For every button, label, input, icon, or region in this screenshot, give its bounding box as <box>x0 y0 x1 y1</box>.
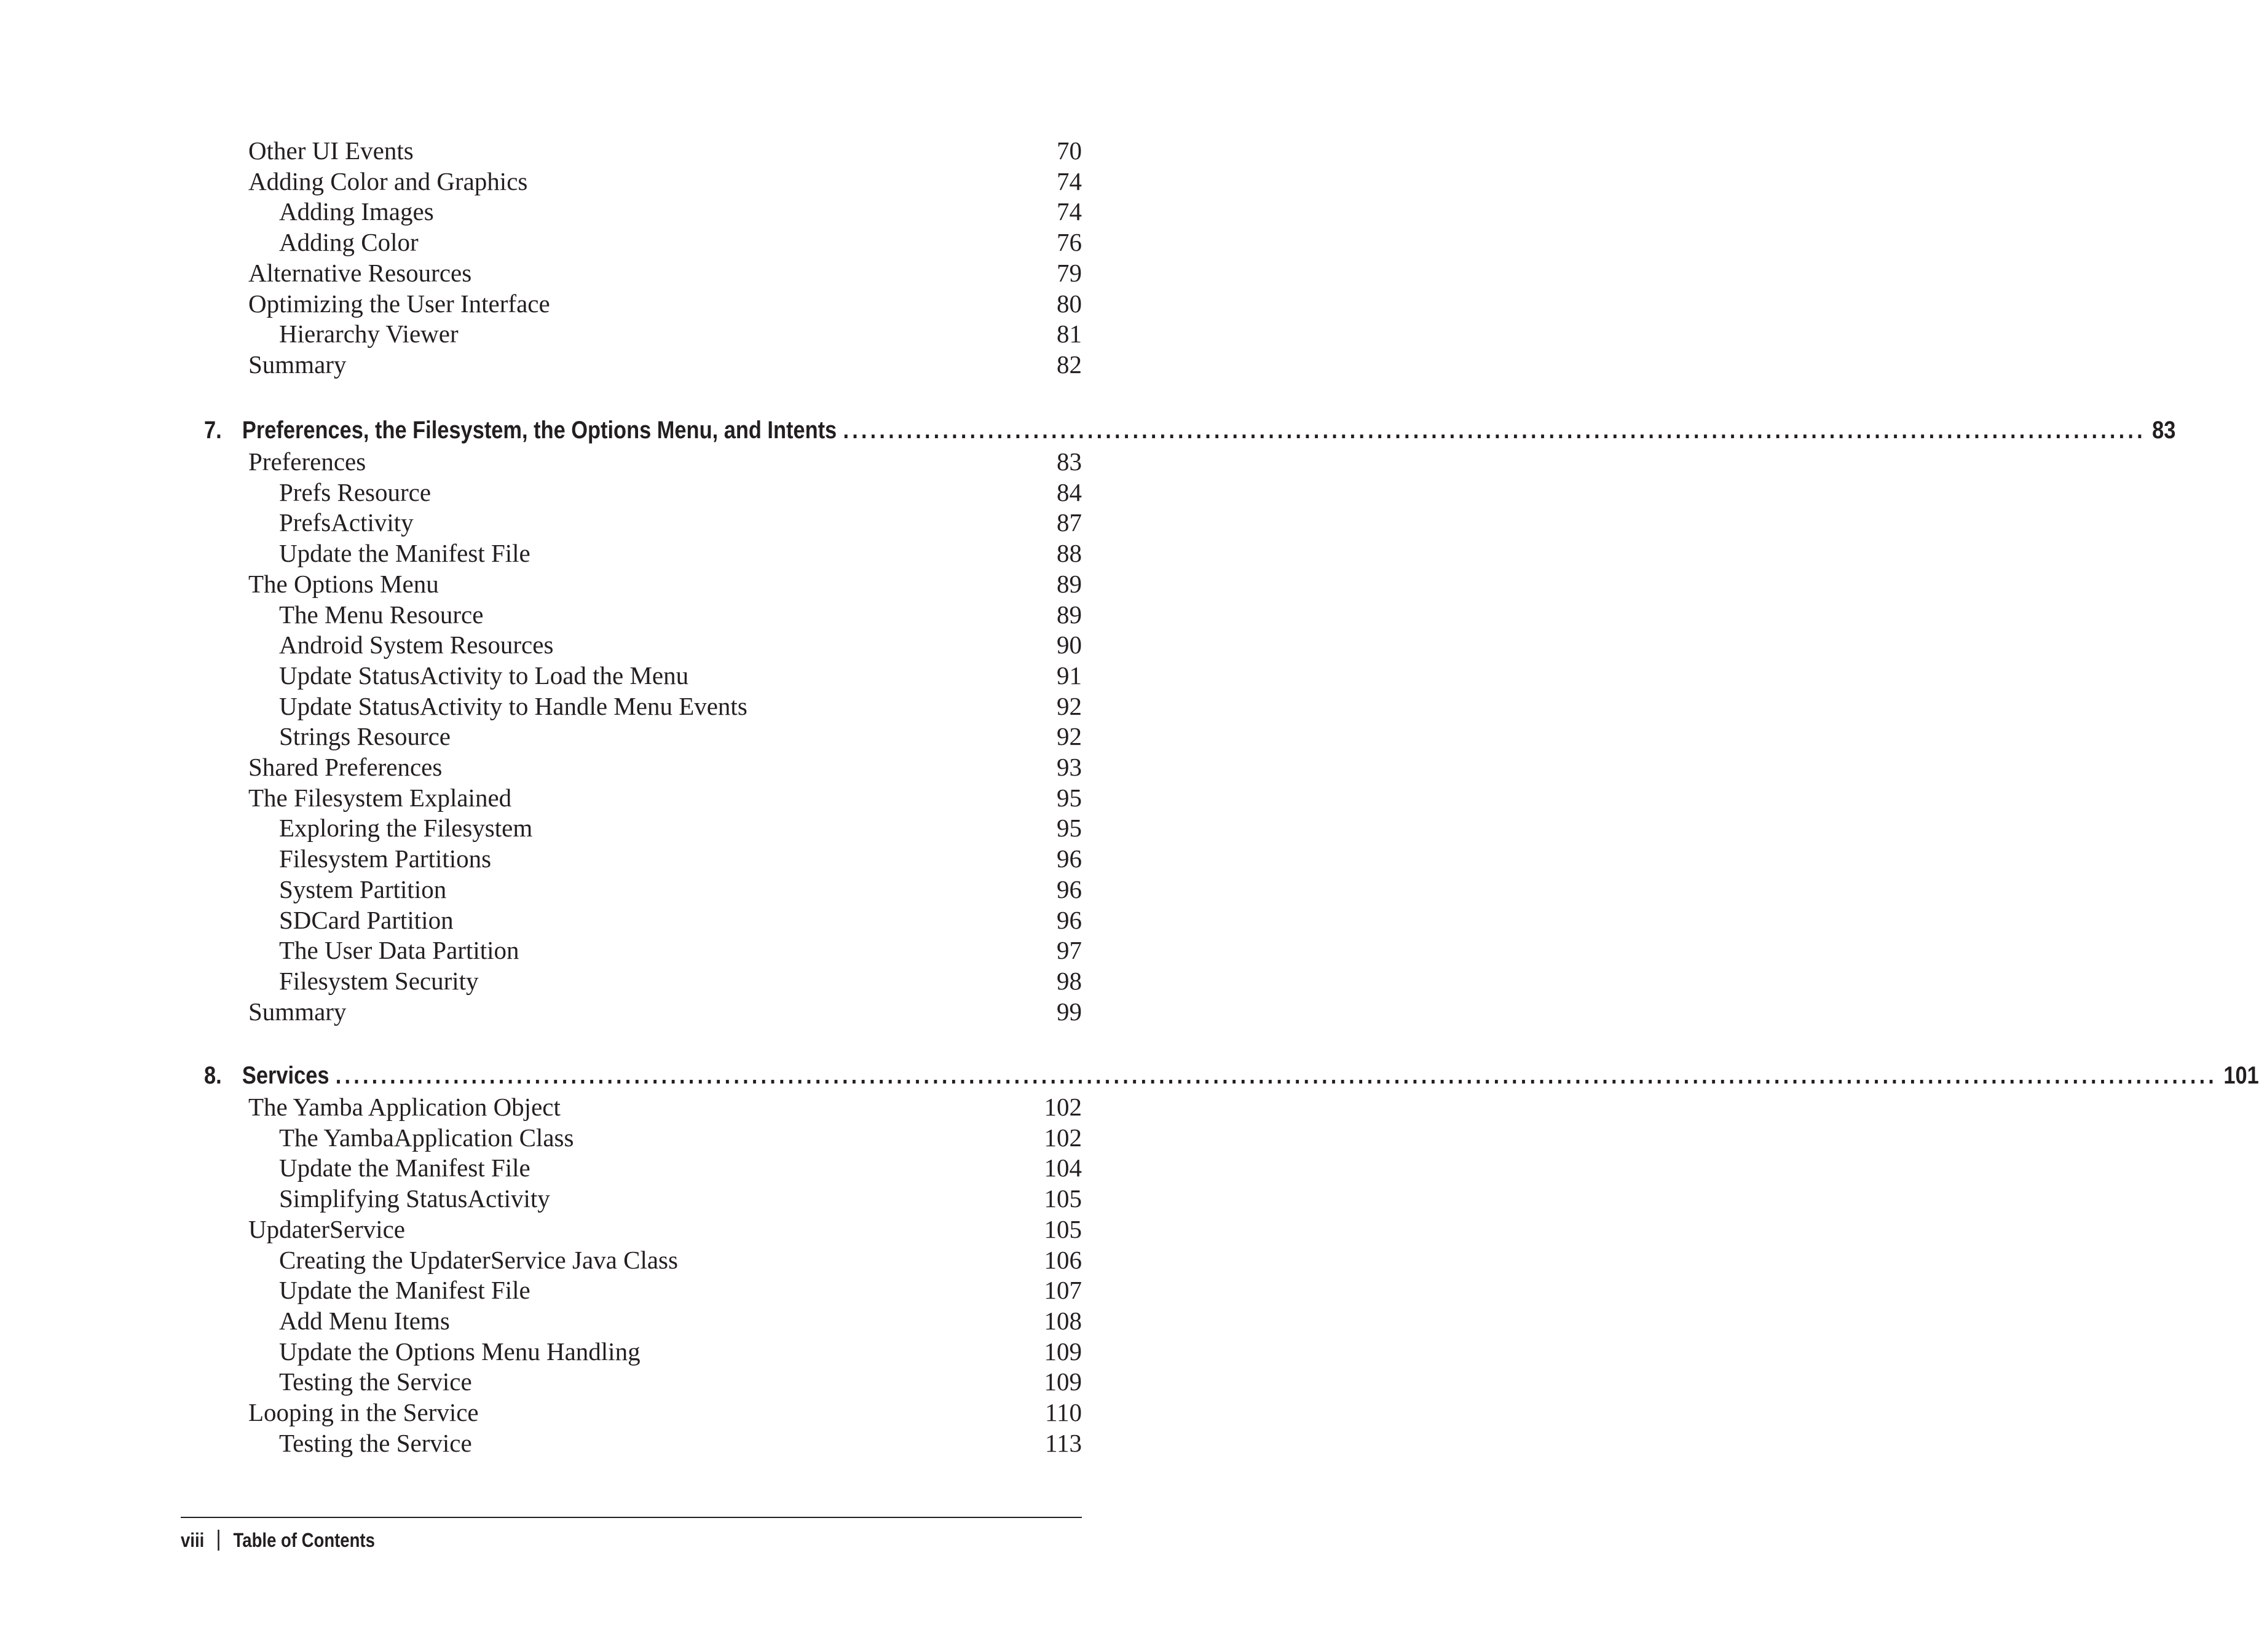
running-footer-title: Table of Contents <box>233 1529 375 1551</box>
toc-entry[interactable] <box>248 812 1082 843</box>
toc-entry[interactable] <box>248 166 1082 197</box>
toc-entry-title: Update the Manifest File <box>279 539 530 567</box>
toc-entry-title: Adding Color and Graphics <box>248 167 528 195</box>
toc-entry-title: Testing the Service <box>279 1429 472 1457</box>
toc-entry-title: Other UI Events <box>248 136 414 165</box>
toc-entry-page-number: 110 <box>1045 1398 1082 1426</box>
toc-entry-page-number: 96 <box>1057 906 1082 934</box>
toc-entry-page-number: 92 <box>1057 722 1082 750</box>
toc-entry-title: Update the Options Menu Handling <box>279 1337 641 1366</box>
toc-entry-title: Summary <box>248 350 347 379</box>
chapter-title: Services <box>242 1062 329 1089</box>
page-footer <box>181 1527 375 1554</box>
chapter-page-number: 83 <box>2152 417 2176 444</box>
toc-entry[interactable] <box>248 1152 1082 1183</box>
toc-entry-page-number: 108 <box>1044 1307 1082 1335</box>
toc-entry-page-number: 84 <box>1057 478 1082 506</box>
toc-entry-page-number: 113 <box>1045 1429 1082 1457</box>
toc-entry-title: Filesystem Security <box>279 967 479 995</box>
toc-entry-page-number: 91 <box>1057 661 1082 690</box>
toc-entry-page-number: 82 <box>1057 350 1082 379</box>
toc-entry[interactable] <box>248 1122 1082 1153</box>
toc-entry[interactable] <box>248 135 1082 166</box>
chapter-number: 7. <box>204 417 222 444</box>
toc-entry-title: Shared Preferences <box>248 753 443 781</box>
toc-entry-page-number: 79 <box>1057 259 1082 287</box>
toc-entry-title: Add Menu Items <box>279 1307 450 1335</box>
toc-entry-title: Alternative Resources <box>248 259 472 287</box>
toc-entry[interactable] <box>248 629 1082 660</box>
chapter-heading-7[interactable] <box>204 413 2176 447</box>
toc-entry-page-number: 92 <box>1057 692 1082 720</box>
toc-entry[interactable] <box>248 1366 1082 1397</box>
toc-entry-title: Adding Color <box>279 228 419 256</box>
toc-entry-page-number: 102 <box>1044 1093 1082 1121</box>
toc-entry-title: Prefs Resource <box>279 478 432 506</box>
toc-entry-page-number: 109 <box>1044 1367 1082 1396</box>
toc-entry-page-number: 98 <box>1057 967 1082 995</box>
toc-entry-title: Update StatusActivity to Handle Menu Events <box>279 692 747 720</box>
toc-entry[interactable] <box>248 1092 1082 1122</box>
toc-entry[interactable] <box>248 599 1082 630</box>
toc-entry-page-number: 106 <box>1044 1246 1082 1274</box>
toc-entry[interactable] <box>248 1214 1082 1245</box>
toc-entry-title: The Filesystem Explained <box>248 784 512 812</box>
toc-entry-title: Creating the UpdaterService Java Class <box>279 1246 678 1274</box>
toc-entry-page-number: 87 <box>1057 508 1082 537</box>
toc-entry[interactable] <box>248 349 1082 380</box>
toc-entry-title: Update the Manifest File <box>279 1276 530 1304</box>
toc-entry-page-number: 89 <box>1057 600 1082 629</box>
toc-entry-title: Adding Images <box>279 197 434 226</box>
toc-entry-page-number: 70 <box>1057 136 1082 165</box>
toc-entry-page-number: 104 <box>1044 1154 1082 1182</box>
toc-entry-title: Testing the Service <box>279 1367 472 1396</box>
toc-entry[interactable] <box>248 1428 1082 1458</box>
toc-entry-page-number: 105 <box>1044 1215 1082 1243</box>
toc-entry-page-number: 99 <box>1057 997 1082 1026</box>
toc-entry[interactable] <box>248 660 1082 691</box>
toc-entry-title: The Options Menu <box>248 570 439 598</box>
toc-entry[interactable] <box>248 196 1082 227</box>
toc-entry-title: PrefsActivity <box>279 508 414 537</box>
toc-entry-page-number: 88 <box>1057 539 1082 567</box>
toc-entry[interactable] <box>248 752 1082 782</box>
toc-entry-page-number: 95 <box>1057 814 1082 842</box>
toc-entry-page-number: 83 <box>1057 447 1082 476</box>
footer-separator <box>218 1530 220 1551</box>
toc-entry-title: Exploring the Filesystem <box>279 814 533 842</box>
toc-entry[interactable] <box>248 318 1082 349</box>
chapter-number: 8. <box>204 1062 222 1089</box>
toc-entry-page-number: 76 <box>1057 228 1082 256</box>
toc-entry[interactable] <box>248 721 1082 752</box>
toc-entry[interactable] <box>248 1245 1082 1275</box>
toc-entry-page-number: 95 <box>1057 784 1082 812</box>
toc-entry-page-number: 90 <box>1057 631 1082 659</box>
toc-entry[interactable] <box>248 935 1082 966</box>
toc-entry-title: Android System Resources <box>279 631 554 659</box>
toc-entry-page-number: 105 <box>1044 1184 1082 1213</box>
toc-entry-page-number: 102 <box>1044 1123 1082 1152</box>
toc-entry-title: Strings Resource <box>279 722 451 750</box>
toc-entry[interactable] <box>248 288 1082 319</box>
toc-entry[interactable] <box>248 227 1082 258</box>
toc-entry[interactable] <box>248 258 1082 288</box>
toc-entry[interactable] <box>248 782 1082 813</box>
toc-entry[interactable] <box>248 538 1082 568</box>
toc-entry-title: System Partition <box>279 875 447 903</box>
toc-entry[interactable] <box>248 477 1082 508</box>
toc-entry[interactable] <box>248 1305 1082 1336</box>
toc-entry-title: Simplifying StatusActivity <box>279 1184 550 1213</box>
toc-entry[interactable] <box>248 996 1082 1027</box>
toc-entry-title: Looping in the Service <box>248 1398 479 1426</box>
toc-entry-page-number: 109 <box>1044 1337 1082 1366</box>
toc-entry-page-number: 97 <box>1057 936 1082 964</box>
toc-entry-page-number: 81 <box>1057 320 1082 348</box>
toc-entry-page-number: 96 <box>1057 875 1082 903</box>
toc-entry-title: Preferences <box>248 447 366 476</box>
toc-entry[interactable] <box>248 1275 1082 1305</box>
chapter-title: Preferences, the Filesystem, the Options Menu, and Intents <box>242 417 837 444</box>
toc-entry-page-number: 107 <box>1044 1276 1082 1304</box>
dot-leader: ................................................................................................................................................ <box>843 417 2146 444</box>
toc-entry-title: The YambaApplication Class <box>279 1123 574 1152</box>
toc-entry-title: Optimizing the User Interface <box>248 289 550 318</box>
toc-entry-page-number: 74 <box>1057 167 1082 195</box>
toc-entry[interactable] <box>248 1183 1082 1214</box>
toc-entry-page-number: 89 <box>1057 570 1082 598</box>
toc-entry[interactable] <box>248 691 1082 722</box>
dot-leader: ................................................................................................................................................................................................................ <box>335 1062 2218 1089</box>
chapter-heading-8[interactable] <box>204 1058 2259 1093</box>
toc-entry[interactable] <box>248 905 1082 935</box>
toc-entry[interactable] <box>248 966 1082 996</box>
toc-entry-title: Summary <box>248 997 347 1026</box>
toc-entry-title: Filesystem Partitions <box>279 844 492 873</box>
toc-entry-title: The User Data Partition <box>279 936 519 964</box>
toc-entry[interactable] <box>248 874 1082 905</box>
toc-entry[interactable] <box>248 1336 1082 1367</box>
toc-entry-page-number: 93 <box>1057 753 1082 781</box>
toc-entry-page-number: 96 <box>1057 844 1082 873</box>
toc-entry[interactable] <box>248 446 1082 477</box>
toc-entry[interactable] <box>248 568 1082 599</box>
footer-rule <box>181 1517 1082 1518</box>
toc-entry-title: SDCard Partition <box>279 906 454 934</box>
toc-entry-title: Hierarchy Viewer <box>279 320 459 348</box>
toc-entry-title: UpdaterService <box>248 1215 405 1243</box>
folio-page-number: viii <box>181 1529 205 1551</box>
toc-entry[interactable] <box>248 843 1082 874</box>
toc-entry-title: The Yamba Application Object <box>248 1093 561 1121</box>
toc-entry-title: Update StatusActivity to Load the Menu <box>279 661 689 690</box>
toc-entry[interactable] <box>248 507 1082 538</box>
toc-entry[interactable] <box>248 1397 1082 1428</box>
chapter-page-number: 101 <box>2223 1062 2259 1089</box>
toc-entry-title: Update the Manifest File <box>279 1154 530 1182</box>
toc-entry-title: The Menu Resource <box>279 600 484 629</box>
toc-entry-page-number: 74 <box>1057 197 1082 226</box>
toc-entry-page-number: 80 <box>1057 289 1082 318</box>
